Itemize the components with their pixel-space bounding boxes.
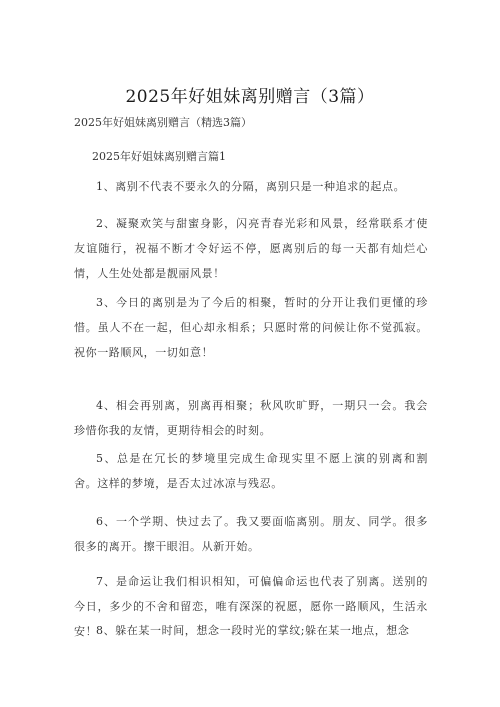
paragraph-6: 6、一个学期、快过去了。我又要面临离别。朋友、同学。很多很多的离开。擦干眼泪。从新开始。 (74, 515, 428, 553)
paragraph-8: 8、躲在某一时间，想念一段时光的掌纹;躲在某一地点，想念 (96, 624, 410, 637)
paragraph-4: 4、相会再别离，别离再相聚；秋风吹旷野，一期只一会。我会珍惜你我的友情，更期待相会的时刻。 (74, 399, 428, 437)
paragraph-7: 7、是命运让我们相识相知，可偏偏命运也代表了别离。送别的今日，多少的不舍和留恋，唯有深深的祝愿，愿你一路顺风，生活永安！ (74, 575, 428, 638)
paragraph-3: 3、今日的离别是为了今后的相聚，暂时的分开让我们更懂的珍惜。虽人不在一起，但心却永相系；只愿时常的问候让你不觉孤寂。祝你一路顺风，一切如意！ (74, 296, 428, 359)
section-heading: 2025年好姐妹离别赠言篇1 (92, 150, 226, 163)
paragraph-2: 2、凝聚欢笑与甜蜜身影，闪亮青春光彩和风景，经常联系才使友谊随行，祝福不断才令好运不停，愿离别后的每一天都有灿烂心情，人生处处都是靓丽风景！ (74, 217, 428, 280)
paragraph-5: 5、总是在冗长的梦境里完成生命现实里不愿上演的别离和割舍。这样的梦境，是否太过冰凉与残忍。 (74, 452, 428, 490)
document-title: 2025年好姐妹离别赠言（3篇） (125, 87, 375, 107)
paragraph-1: 1、离别不代表不要永久的分隔，离别只是一种追求的起点。 (96, 180, 406, 193)
document-subtitle: 2025年好姐妹离别赠言（精选3篇） (74, 116, 252, 129)
